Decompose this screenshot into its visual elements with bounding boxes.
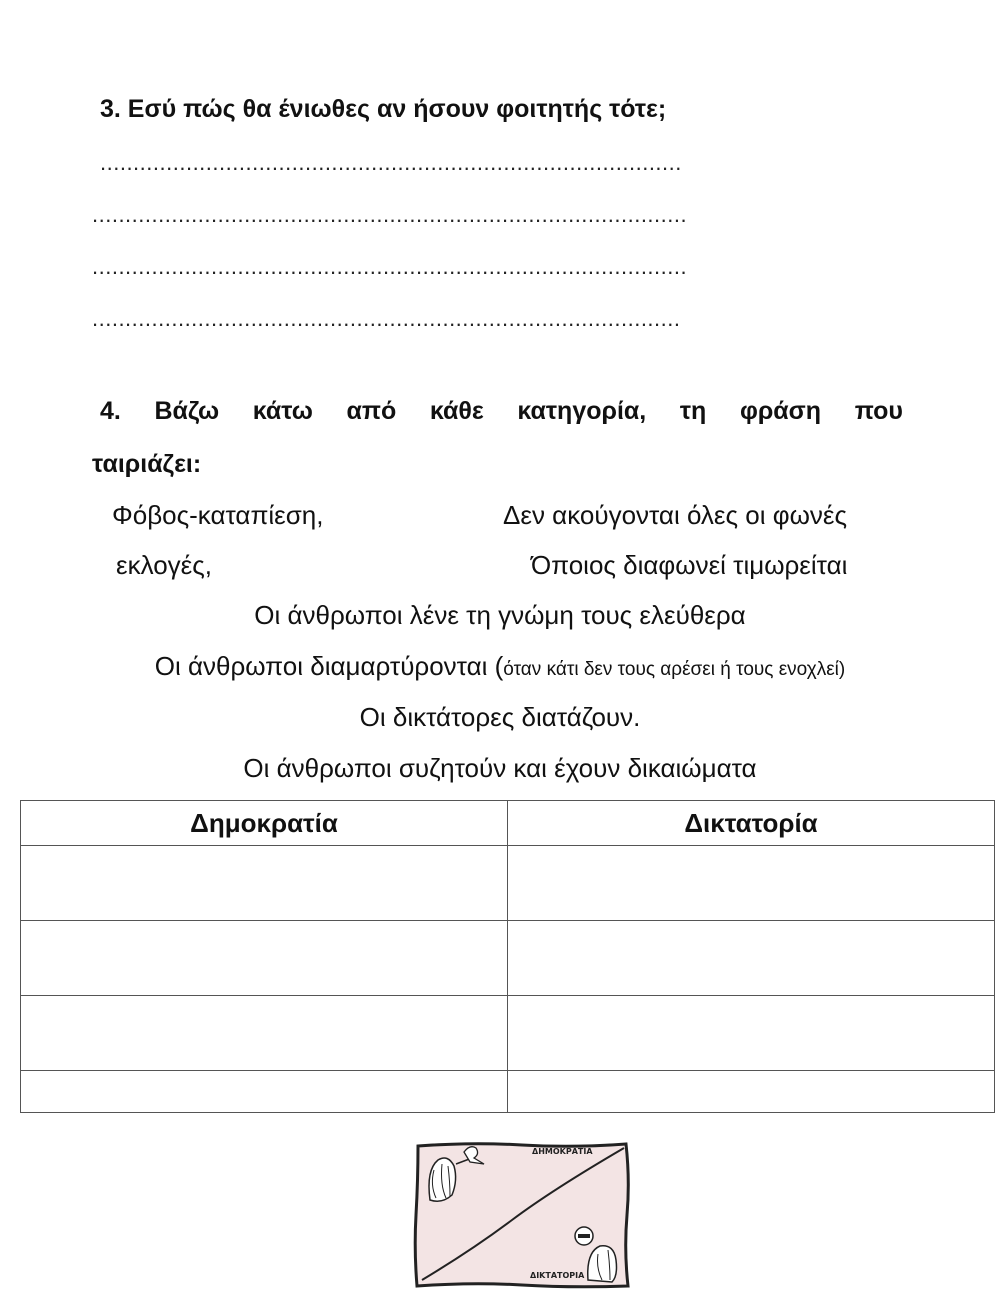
drop-cell-dictatorship[interactable] xyxy=(508,996,995,1071)
q4-word: κατηγορία, xyxy=(517,397,647,425)
q4-word: φράση xyxy=(739,397,822,425)
header-democracy: Δημοκρατία xyxy=(21,801,508,846)
q4-word: τη xyxy=(679,397,707,425)
drop-cell-democracy[interactable] xyxy=(21,846,508,921)
label-dictatorship: ΔΙΚΤΑΤΟΡΙΑ xyxy=(530,1271,585,1280)
drop-cell-dictatorship[interactable] xyxy=(508,1071,995,1113)
question-3-title: 3. Εσύ πώς θα ένιωθες αν ήσουν φοιτητής τότε; xyxy=(100,95,667,123)
phrase-elections[interactable]: εκλογές, xyxy=(116,550,213,580)
phrase-fear[interactable]: Φόβος-καταπίεση, xyxy=(112,500,324,530)
phrase-dictators[interactable]: Οι δικτάτορες διατάζουν. xyxy=(359,702,641,732)
democracy-dictatorship-illustration xyxy=(412,1140,632,1290)
answer-line-1[interactable]: ........................................................................................ xyxy=(100,150,682,175)
answer-line-3[interactable]: .......................................................................................... xyxy=(92,254,688,279)
question-4-title xyxy=(100,397,903,426)
question-4-title-cont: ταιριάζει: xyxy=(92,450,202,478)
drop-cell-democracy[interactable] xyxy=(21,921,508,996)
answer-line-2[interactable]: .......................................................................................... xyxy=(92,202,688,227)
q4-word: από xyxy=(346,397,397,425)
q4-word: κάτω xyxy=(252,397,313,425)
drop-cell-dictatorship[interactable] xyxy=(508,921,995,996)
phrase-protest-note: όταν κάτι δεν τους αρέσει ή τους ενοχλεί) xyxy=(503,659,846,680)
drop-cell-democracy[interactable] xyxy=(21,996,508,1071)
phrase-voices[interactable]: Δεν ακούγονται όλες οι φωνές xyxy=(503,500,848,530)
drop-cell-dictatorship[interactable] xyxy=(508,846,995,921)
phrase-protest-main: Οι άνθρωποι διαμαρτύρονται ( xyxy=(154,651,504,681)
phrase-protest[interactable] xyxy=(0,651,1000,682)
classification-table xyxy=(20,800,995,1113)
header-dictatorship: Δικτατορία xyxy=(508,801,995,846)
phrase-punished[interactable]: Όποιος διαφωνεί τιμωρείται xyxy=(531,550,848,580)
answer-line-4[interactable]: ......................................................................................... xyxy=(92,306,681,331)
drop-cell-democracy[interactable] xyxy=(21,1071,508,1113)
q4-word: Βάζω xyxy=(154,397,220,425)
phrase-discuss[interactable]: Οι άνθρωποι συζητούν και έχουν δικαιώματα xyxy=(243,753,757,783)
q4-word: που xyxy=(854,397,903,425)
q4-word: 4. xyxy=(100,397,121,425)
label-democracy: ΔΗΜΟΚΡΑΤΙΑ xyxy=(532,1147,593,1156)
q4-word: κάθε xyxy=(429,397,484,425)
phrase-opinion[interactable]: Οι άνθρωποι λένε τη γνώμη τους ελεύθερα xyxy=(254,600,746,630)
